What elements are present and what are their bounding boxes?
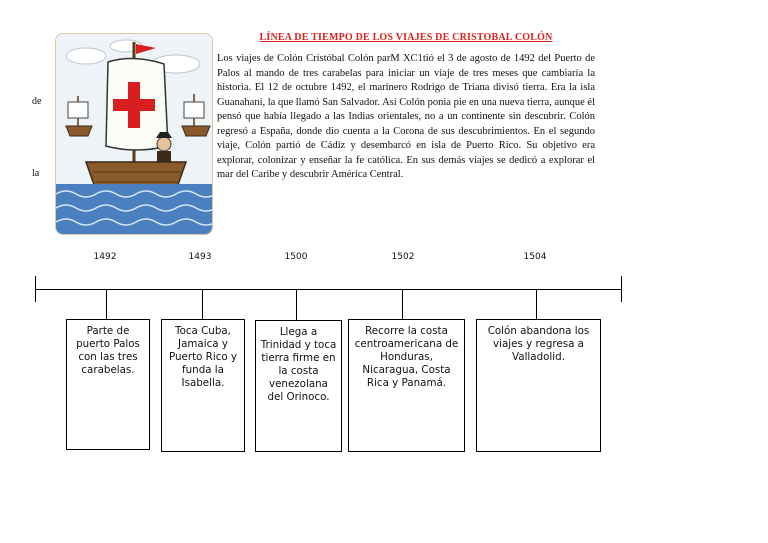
timeline-event-box: Llega a Trinidad y toca tierra firme en la costa venezolana del Orinoco. — [255, 320, 342, 452]
timeline-year-1504: 1504 — [523, 252, 547, 262]
timeline-axis — [35, 289, 622, 290]
timeline-connector — [536, 289, 537, 319]
timeline-year-1500: 1500 — [284, 252, 308, 262]
timeline-event-box: Parte de puerto Palos con las tres carabelas. — [66, 319, 150, 450]
timeline-connector — [402, 289, 403, 319]
timeline-start-cap — [35, 276, 36, 302]
timeline-year-1492: 1492 — [93, 252, 117, 262]
stray-word-1: de — [32, 96, 42, 107]
columbus-ship-illustration — [55, 33, 213, 235]
ship-icon — [56, 34, 212, 234]
timeline-event-box: Recorre la costa centroamericana de Honduras, Nicaragua, Costa Rica y Panamá. — [348, 319, 465, 452]
timeline-year-1493: 1493 — [188, 252, 212, 262]
timeline-event-box: Toca Cuba, Jamaica y Puerto Rico y funda la Isabella. — [161, 319, 245, 452]
timeline-connector — [202, 289, 203, 319]
timeline-connector — [296, 289, 297, 320]
timeline-connector — [106, 289, 107, 319]
stray-word-2: la — [32, 168, 40, 179]
history-paragraph: Los viajes de Colón Cristóbal Colón parM XC1tió el 3 de agosto de 1492 del Puerto de Palos al mando de tres carabelas para iniciar un viaje de tres meses que cambiaría la historia. El 12 de octubre 1492, el marinero Rodrigo de Triana divisó tierra. Era la isla Guanahaní, la que llamó San Salvador. Así Colón ponía pie en una nueva tierra, aunque él pensó que había llegado a las Indias orientales, no a un continente sin descubrir. Colón regresó a España, donde dio cuenta a la Corona de sus descubrimientos. En el segundo viaje, Colón partió de Cádiz y desembarcó en isla de Puerto Rico. Su objetivo era explorar, colonizar y enseñar la fe católica. En sus demás viajes se dedicó a explorar el mar del Caribe y descubrir América Central. — [217, 53, 595, 180]
page-title: LÍNEA DE TIEMPO DE LOS VIAJES DE CRISTOBAL COLÓN — [259, 32, 553, 43]
timeline-end-cap — [621, 276, 622, 302]
timeline-year-1502: 1502 — [391, 252, 415, 262]
timeline-event-box: Colón abandona los viajes y regresa a Valladolid. — [476, 319, 601, 452]
